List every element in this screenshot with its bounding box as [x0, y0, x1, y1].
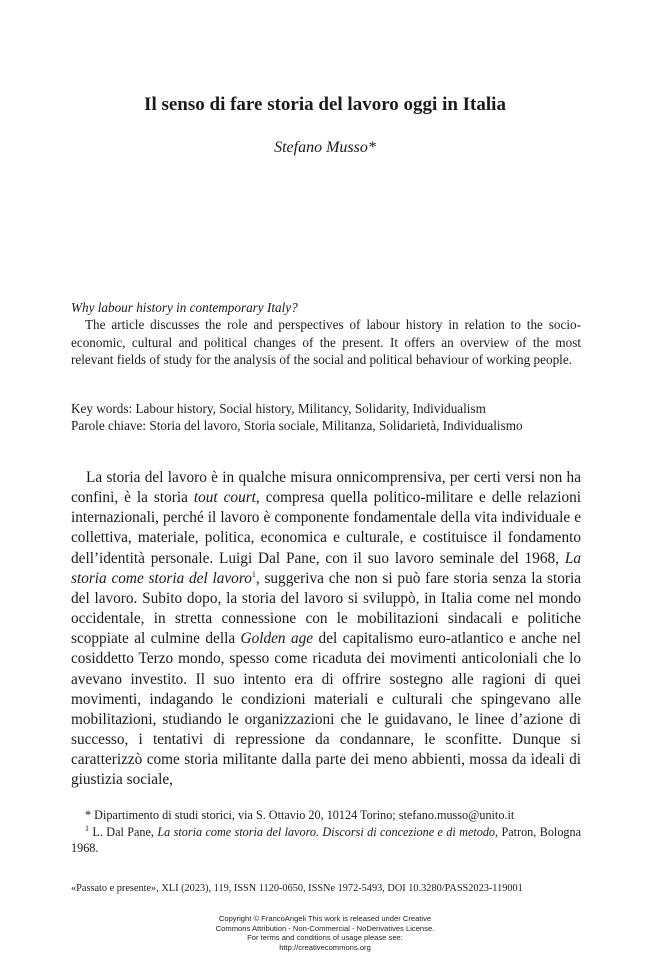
footnote-affiliation — [71, 807, 581, 824]
keywords — [71, 400, 591, 435]
body-text-segment: , suggeriva che non si può fare storia senza la storia del lavoro. Subito dopo, la storia del lavoro si sviluppò, in Italia come nel mondo occidentale, in stretta connessione con le mobilitazioni sindacali e politiche scoppiate al culmine della — [71, 569, 581, 648]
abstract-title: Why labour history in contemporary Italy? — [71, 300, 298, 315]
body-italic-book-title: La storia come storia del lavoro — [71, 549, 581, 587]
footnote-text: , Patron, Bologna 1968. — [71, 824, 582, 855]
body-italic-tout-court: tout court — [193, 489, 256, 507]
keywords-italian: Parole chiave: Storia del lavoro, Storia sociale, Militanza, Solidarietà, Individualismo — [71, 418, 523, 434]
footnote-text: Dipartimento di studi storici, via S. Ottavio 20, 10124 Torino; stefano.musso@unito.it — [94, 808, 515, 822]
copyright-line: Copyright © FrancoAngeli This work is released under Creative — [218, 914, 432, 923]
body-text-segment: del capitalismo euro-atlantico e anche nel cosiddetto Terzo mondo, spesso come ricaduta dei movimenti anticoloniali che lo avevano investito. Il suo intento era di offrire sostegno alle ragioni di quei movimenti, indagando le condizioni materiali e culturali che spingevano alle mobilitazioni, studiando le organizzazioni che le guidavano, le linee d’azione di successo, i tentativi di repressione da condannare, le sconfitte. Dunque si caratterizzò come storia militante dalla parte dei meno abbienti, mossa da ideali di giustizia sociale, — [71, 630, 581, 789]
body-italic-golden-age: Golden age — [240, 630, 314, 648]
abstract-text: The article discusses the role and perspectives of labour history in relation to the socio-economic, cultural and political changes of the present. It offers an overview of the most relevant fields of study for the analysis of the social and political behaviour of working people. — [71, 317, 581, 368]
copyright-line: Commons Attribution - Non-Commercial - NoDerivatives License. — [215, 923, 435, 933]
journal-citation: «Passato e presente», XLI (2023), 119, ISSN 1120-0650, ISSNe 1972-5493, DOI 10.3280/PASS2023-119001 — [71, 883, 523, 894]
copyright-link[interactable]: http://creativecommons.org — [279, 942, 371, 952]
footnote-text: L. Dal Pane, — [92, 824, 158, 839]
copyright-line: For terms and conditions of usage please see: — [247, 933, 403, 943]
copyright-notice — [0, 914, 650, 952]
footnote-mark: 1 — [85, 823, 89, 833]
footnote-1 — [71, 824, 581, 857]
author-footnote-mark: * — [367, 139, 376, 156]
footnote-reference[interactable]: 1 — [251, 569, 256, 579]
body-text-segment: La storia del lavoro è in qualche misura onnicomprensiva, per certi versi non ha confini, è la storia — [71, 469, 581, 507]
keywords-english: Key words: Labour history, Social history, Militancy, Solidarity, Individualism — [71, 401, 486, 416]
body-text-segment: , compresa quella politico-militare e delle relazioni internazionali, perché il lavoro è componente fondamentale della vita individuale e collettiva, materiale, politica, economica e culturale, e costituisce il fondamento dell’identità personale. Luigi Dal Pane, con il suo lavoro seminale del 1968, — [71, 489, 581, 567]
article-title: Il senso di fare storia del lavoro oggi in Italia — [144, 94, 506, 115]
body-paragraph — [71, 468, 581, 791]
footnotes — [71, 807, 581, 857]
footnote-italic-title: La storia come storia del lavoro. Discorsi di concezione e di metodo — [157, 824, 496, 839]
author-name: Stefano Musso — [274, 139, 368, 156]
abstract — [71, 299, 581, 369]
footnote-mark: * — [85, 808, 92, 822]
article-author — [0, 138, 650, 158]
